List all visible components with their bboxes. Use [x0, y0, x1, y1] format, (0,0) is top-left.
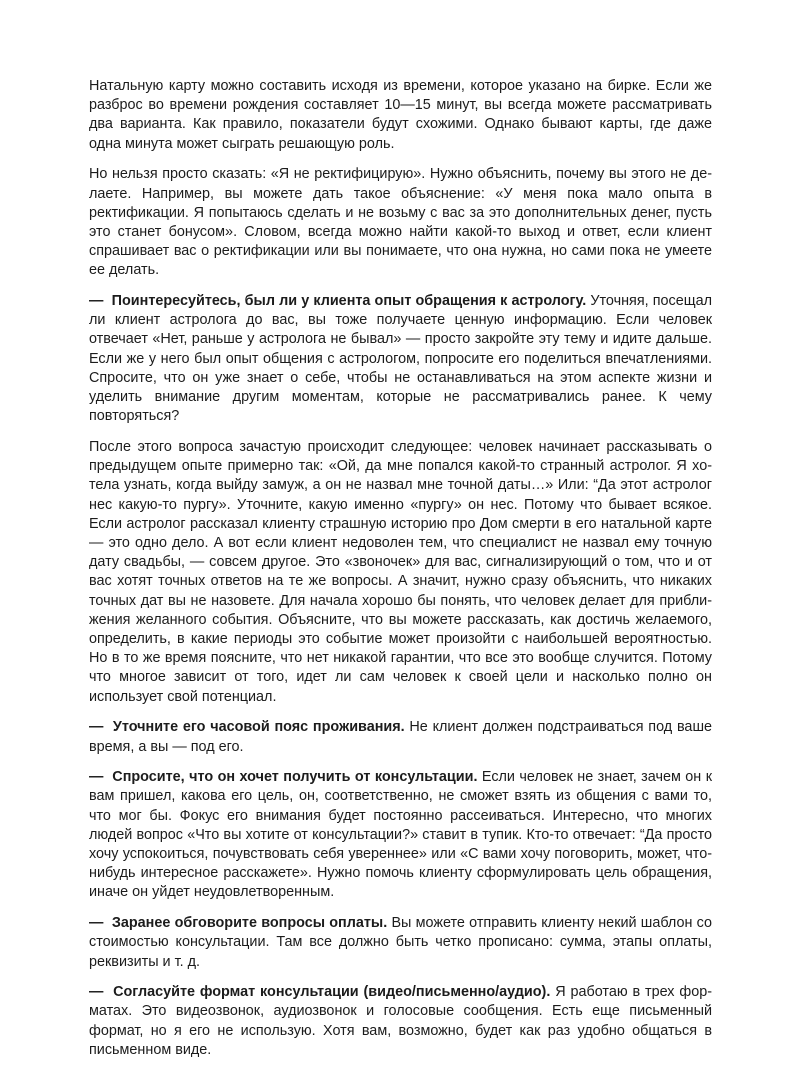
point-text: Если человек не знает, зачем он к вам пришел, какова его цель, он, соответственно, не сможет взять из общения с вами то, что мог бы. Фокус его внимания будет постоянно рассеиваться. Интересно, что многих людей вопрос «Что вы хотите от консультации?» ставит в тупик. Кто-то отвечает: “Да просто хочу успокоиться, почувствовать себя увереннее» или «С вами хочу поговорить, может, что-нибудь интересное расскажете». Нужно помочь клиенту сформулировать цель обращения, иначе он уйдет неудовлетворенным. — [89, 769, 712, 901]
point-time-zone — [89, 718, 712, 756]
paragraph-after-question — [89, 438, 712, 707]
point-text: Я работаю в трех форматах. Это видеозвонок, аудиозвонок и голосовые сообщения. Есть еще письменный формат, но я его не использую. Хотя вам, возможно, будет как раз удобно общаться в письменном виде. — [89, 984, 713, 1058]
point-text: Уточняя, посещал ли клиент астролога до вас, вы тоже получаете ценную информацию. Если человек отвечает «Нет, раньше у астролога не бывал» — просто закройте эту тему и идите дальше. Если же у него был опыт общения с астрологом, попросите его поделиться впечатлениями. Спросите, что он уже знает о себе, чтобы не останавливаться на этом аспекте жизни и уделить внимание другим моментам, которые не рассматривались ранее. К чему повторяться? — [89, 293, 712, 425]
bullet-dash: — — [89, 293, 104, 310]
point-heading: Согласуйте формат консультации (видео/письменно/аудио). — [113, 984, 551, 1001]
point-text: Вы можете отправить клиенту некий шаблон со стоимостью консультации. Там все должно быть четко прописано: сумма, этапы оплаты, реквизиты и т. д. — [89, 915, 713, 970]
paragraph-text: Но нельзя просто сказать: «Я не ректифицирую». Нужно объяснить, почему вы этого не делаете. Например, вы можете дать такое объяснение: «У меня пока мало опыта в ректификации. Я попытаюсь сделать и не возьму с вас за это дополнительных денег, пусть это станет бонусом». Словом, всегда можно найти какой-то выход и ответ, если клиент спрашивает вас о ректификации или вы понимаете, что она нужна, но сами пока не умеете ее делать. — [89, 166, 712, 279]
paragraph-birth-time — [89, 77, 712, 154]
point-heading: Заранее обговорите вопросы оплаты. — [111, 915, 388, 932]
point-consultation-goal — [89, 768, 712, 902]
paragraph-rectification — [89, 165, 712, 280]
bullet-dash: — — [89, 915, 104, 932]
point-heading: Спросите, что он хочет получить от консультации. — [112, 769, 478, 786]
paragraph-text: Натальную карту можно составить исходя из времени, которое указано на бирке. Если же разброс во времени рождения составляет 10—15 минут, вы всегда можете рассматривать два варианта. Как правило, показатели будут схожими. Однако бывают карты, где даже одна минута может сыграть решающую роль. — [89, 78, 712, 152]
bullet-dash: — — [89, 719, 104, 736]
point-heading: Поинтересуйтесь, был ли у клиента опыт обращения к астрологу. — [111, 293, 587, 310]
document-page — [89, 77, 712, 1072]
point-previous-astrologer — [89, 292, 712, 426]
point-payment — [89, 914, 712, 972]
point-consultation-format — [89, 983, 712, 1060]
bullet-dash: — — [89, 769, 104, 786]
bullet-dash: — — [89, 984, 104, 1001]
point-text: Не клиент должен подстраиваться под ваше время, а вы — под его. — [89, 719, 712, 755]
point-heading: Уточните его часовой пояс проживания. — [112, 719, 405, 736]
paragraph-text: После этого вопроса зачастую происходит следующее: человек начинает рассказывать о предыдущем опыте примерно так: «Ой, да мне попался какой-то странный астролог. Я хотела узнать, когда выйду замуж, а он не назвал мне точной даты…» Или: “Да этот астролог нес какую-то пургу». Уточните, какую именно «пургу» он нес. Потому что бывает всякое. Если астролог рассказал клиенту страшную историю про Дом смерти в его натальной карте — это одно дело. А вот если клиент недоволен тем, что специалист не назвал ему точную дату свадьбы, — совсем другое. Это «звоночек» для вас, сигнализирующий о том, что и от вас хотят точных ответов на те же вопросы. А значит, нужно сразу объяснить, что никаких точных дат вы не назовете. Для начала хорошо бы понять, что человек делает для приближения желанного события. Объясните, что вы можете рассказать, как достичь желаемого, определить, в какие периоды это событие может произойти с наибольшей вероятностью. Но в то же время поясните, что нет никакой гарантии, что все это вообще случится. Потому что многое зависит от того, идет ли сам человек к своей цели и насколько полно он использует свой потенциал. — [89, 438, 712, 705]
